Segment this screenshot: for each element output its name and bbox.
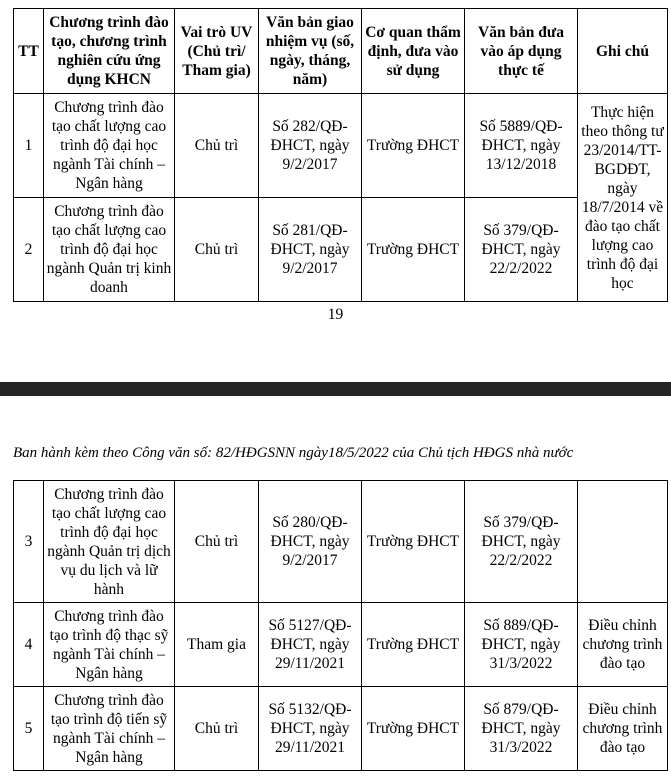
cell-program: Chương trình đào tạo chất lượng cao trình độ đại học ngành Tài chính – Ngân hàng <box>44 94 175 198</box>
table-row <box>14 687 668 771</box>
cell-assign-doc: Số 280/QĐ-ĐHCT, ngày 9/2/2017 <box>259 481 362 603</box>
page-number: 19 <box>327 306 344 323</box>
table-header-row <box>14 9 668 94</box>
header-note: Ghi chú <box>578 9 668 94</box>
table-row <box>14 198 668 302</box>
header-agency: Cơ quan thẩm định, đưa vào sử dụng <box>362 9 465 94</box>
cell-role: Chủ trì <box>175 94 259 198</box>
cell-assign-doc: Số 281/QĐ-ĐHCT, ngày 9/2/2017 <box>259 198 362 302</box>
cell-program: Chương trình đào tạo chất lượng cao trình độ đại học ngành Quản trị kinh doanh <box>44 198 175 302</box>
cell-tt: 3 <box>14 481 44 603</box>
table-row <box>14 481 668 603</box>
cell-program: Chương trình đào tạo trình độ tiến sỹ ngành Tài chính – Ngân hàng <box>44 687 175 771</box>
cell-agency: Trường ĐHCT <box>362 687 465 771</box>
header-tt: TT <box>14 9 44 94</box>
cell-apply-doc: Số 889/QĐ-ĐHCT, ngày 31/3/2022 <box>465 603 578 687</box>
cell-assign-doc: Số 282/QĐ-ĐHCT, ngày 9/2/2017 <box>259 94 362 198</box>
cell-apply-doc: Số 379/QĐ-ĐHCT, ngày 22/2/2022 <box>465 198 578 302</box>
cell-note: Điều chỉnh chương trình đào tạo <box>578 603 668 687</box>
cell-note: Điều chỉnh chương trình đào tạo <box>578 687 668 771</box>
cell-assign-doc: Số 5127/QĐ-ĐHCT, ngày 29/11/2021 <box>259 603 362 687</box>
cell-tt: 5 <box>14 687 44 771</box>
header-role: Vai trò UV (Chủ trì/ Tham gia) <box>175 9 259 94</box>
cell-program: Chương trình đào tạo chất lượng cao trình độ đại học ngành Quản trị dịch vụ du lịch và lữ hành <box>44 481 175 603</box>
cell-apply-doc: Số 5889/QĐ-ĐHCT, ngày 13/12/2018 <box>465 94 578 198</box>
cell-tt: 2 <box>14 198 44 302</box>
cell-role: Chủ trì <box>175 687 259 771</box>
cell-agency: Trường ĐHCT <box>362 198 465 302</box>
qualification-table-page-2 <box>13 480 668 771</box>
document-caption: Ban hành kèm theo Công văn số: 82/HĐGSNN ngày18/5/2022 của Chủ tịch HĐGS nhà nước <box>13 445 574 461</box>
cell-role: Chủ trì <box>175 198 259 302</box>
header-program: Chương trình đào tạo, chương trình nghiên cứu ứng dụng KHCN <box>44 9 175 94</box>
table-row <box>14 94 668 198</box>
cell-assign-doc: Số 5132/QĐ-ĐHCT, ngày 29/11/2021 <box>259 687 362 771</box>
cell-agency: Trường ĐHCT <box>362 481 465 603</box>
cell-agency: Trường ĐHCT <box>362 94 465 198</box>
cell-apply-doc: Số 379/QĐ-ĐHCT, ngày 22/2/2022 <box>465 481 578 603</box>
cell-note <box>578 481 668 603</box>
page-divider <box>0 382 671 396</box>
cell-program: Chương trình đào tạo trình độ thạc sỹ ngành Tài chính – Ngân hàng <box>44 603 175 687</box>
header-assign-doc: Văn bản giao nhiệm vụ (số, ngày, tháng, năm) <box>259 9 362 94</box>
cell-tt: 1 <box>14 94 44 198</box>
cell-tt: 4 <box>14 603 44 687</box>
cell-role: Tham gia <box>175 603 259 687</box>
header-apply-doc: Văn bản đưa vào áp dụng thực tế <box>465 9 578 94</box>
cell-apply-doc: Số 879/QĐ-ĐHCT, ngày 31/3/2022 <box>465 687 578 771</box>
table-row <box>14 603 668 687</box>
cell-note-merged: Thực hiện theo thông tư 23/2014/TT-BGDĐT, ngày 18/7/2014 về đào tạo chất lượng cao trình độ đại học <box>578 94 668 302</box>
cell-agency: Trường ĐHCT <box>362 603 465 687</box>
qualification-table-page-1 <box>13 8 668 302</box>
cell-role: Chủ trì <box>175 481 259 603</box>
